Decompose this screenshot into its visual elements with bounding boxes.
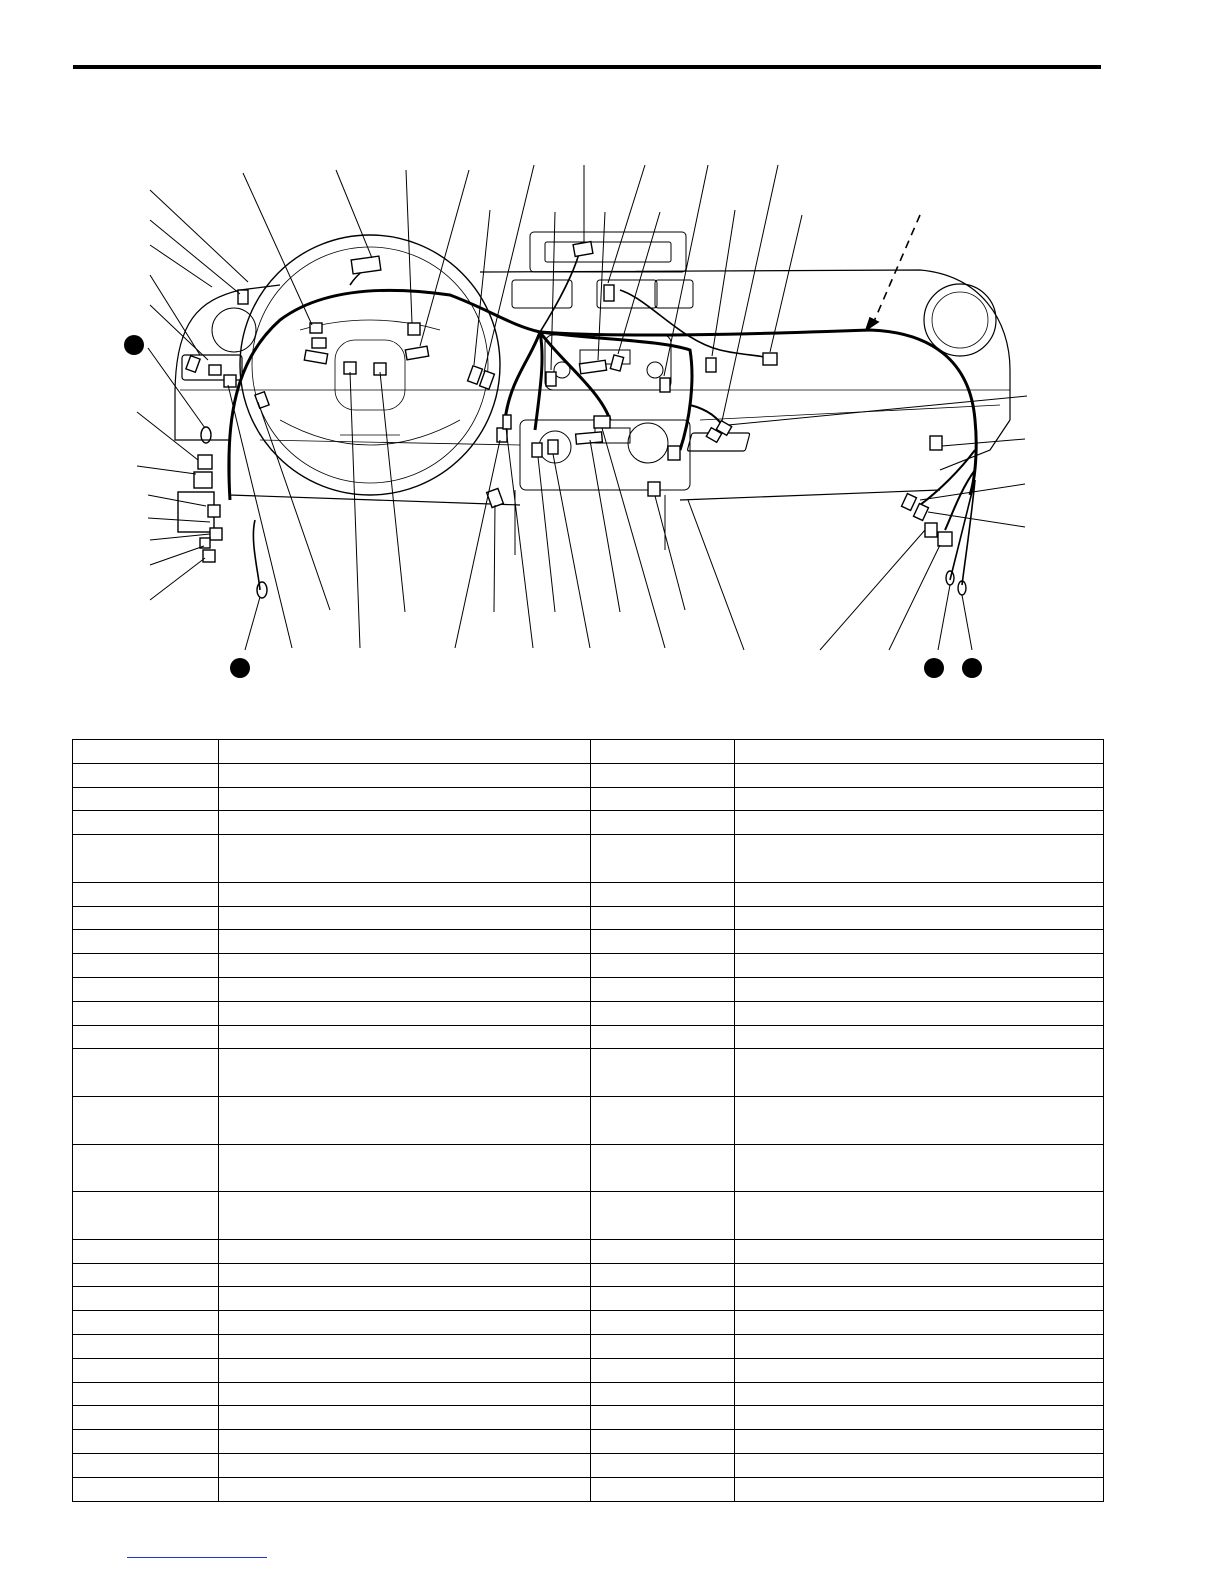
table-row [73, 1334, 1104, 1358]
table-cell [73, 811, 219, 835]
table-cell [219, 811, 591, 835]
table-cell [591, 787, 735, 811]
table-cell [73, 1311, 219, 1335]
table-cell [73, 1477, 219, 1501]
table-cell [591, 1430, 735, 1454]
table-cell [591, 1334, 735, 1358]
table-row [73, 1049, 1104, 1097]
table-cell [219, 1334, 591, 1358]
table-cell [591, 930, 735, 954]
table-cell [591, 1049, 735, 1097]
table-cell [73, 740, 219, 764]
table-cell [591, 1453, 735, 1477]
table-row [73, 1358, 1104, 1382]
table-cell [219, 835, 591, 883]
table-cell [219, 1239, 591, 1263]
table-cell [73, 835, 219, 883]
table-cell [591, 811, 735, 835]
callout-leaders [137, 165, 1027, 650]
table-cell [219, 954, 591, 978]
table-cell [219, 977, 591, 1001]
table-cell [73, 1334, 219, 1358]
table-row [73, 1406, 1104, 1430]
table-row [73, 1453, 1104, 1477]
table-row [73, 1430, 1104, 1454]
table-row [73, 1263, 1104, 1287]
table-cell [591, 1192, 735, 1240]
table-cell [219, 1287, 591, 1311]
table-cell [73, 1239, 219, 1263]
table-cell [73, 1358, 219, 1382]
table-row [73, 1096, 1104, 1144]
ground-terminals [201, 427, 966, 598]
table-cell [73, 906, 219, 930]
table-cell [73, 787, 219, 811]
table-cell [735, 1430, 1104, 1454]
table-cell [591, 1144, 735, 1192]
table-cell [591, 740, 735, 764]
table-cell [219, 740, 591, 764]
table-cell [591, 1239, 735, 1263]
table-cell [591, 954, 735, 978]
table-cell [219, 1049, 591, 1097]
connector-table-body [73, 740, 1104, 1502]
table-cell [73, 1096, 219, 1144]
table-cell [219, 1192, 591, 1240]
dashboard-outline [175, 270, 1010, 505]
table-cell [219, 1144, 591, 1192]
table-cell [219, 1430, 591, 1454]
table-cell [591, 1358, 735, 1382]
table-cell [735, 1025, 1104, 1049]
table-cell [735, 1144, 1104, 1192]
table-row [73, 1025, 1104, 1049]
wiring-harness-diagram [0, 150, 1224, 690]
table-cell [735, 811, 1104, 835]
table-row [73, 835, 1104, 883]
connector-table-wrapper [72, 739, 1103, 1502]
table-cell [73, 1263, 219, 1287]
table-cell [735, 1358, 1104, 1382]
table-cell [219, 1382, 591, 1406]
table-row [73, 811, 1104, 835]
table-cell [735, 787, 1104, 811]
table-cell [735, 1192, 1104, 1240]
table-cell [219, 1025, 591, 1049]
table-cell [591, 1311, 735, 1335]
table-cell [219, 1453, 591, 1477]
table-cell [591, 1025, 735, 1049]
table-cell [735, 1453, 1104, 1477]
table-cell [219, 1311, 591, 1335]
table-cell [735, 740, 1104, 764]
table-cell [735, 977, 1104, 1001]
table-cell [591, 763, 735, 787]
table-cell [219, 882, 591, 906]
table-cell [735, 835, 1104, 883]
table-cell [219, 906, 591, 930]
table-cell [735, 930, 1104, 954]
table-cell [591, 1001, 735, 1025]
table-row [73, 954, 1104, 978]
table-cell [73, 1025, 219, 1049]
table-cell [73, 1382, 219, 1406]
table-cell [591, 835, 735, 883]
table-cell [73, 763, 219, 787]
table-cell [735, 1096, 1104, 1144]
table-cell [73, 954, 219, 978]
table-cell [73, 1144, 219, 1192]
table-cell [735, 1263, 1104, 1287]
table-cell [735, 1477, 1104, 1501]
table-cell [73, 882, 219, 906]
table-cell [591, 977, 735, 1001]
table-cell [219, 1001, 591, 1025]
table-cell [73, 977, 219, 1001]
table-row [73, 930, 1104, 954]
table-cell [735, 1049, 1104, 1097]
table-cell [219, 1358, 591, 1382]
table-cell [735, 1382, 1104, 1406]
table-row [73, 787, 1104, 811]
table-cell [735, 1334, 1104, 1358]
table-row [73, 1192, 1104, 1240]
table-row [73, 1001, 1104, 1025]
table-row [73, 882, 1104, 906]
table-cell [73, 1192, 219, 1240]
footer-link-underline[interactable] [127, 1557, 267, 1558]
table-row [73, 1287, 1104, 1311]
table-cell [73, 1406, 219, 1430]
table-row [73, 1382, 1104, 1406]
table-cell [73, 930, 219, 954]
table-row [73, 763, 1104, 787]
table-cell [591, 1287, 735, 1311]
table-cell [735, 1239, 1104, 1263]
steering-wheel [240, 235, 500, 495]
table-row [73, 1239, 1104, 1263]
table-row [73, 1144, 1104, 1192]
table-cell [73, 1001, 219, 1025]
table-cell [591, 882, 735, 906]
table-cell [219, 763, 591, 787]
table-cell [73, 1430, 219, 1454]
table-row [73, 977, 1104, 1001]
table-row [73, 906, 1104, 930]
table-cell [219, 1477, 591, 1501]
table-cell [219, 1263, 591, 1287]
table-cell [735, 882, 1104, 906]
table-cell [219, 1096, 591, 1144]
table-cell [219, 787, 591, 811]
table-cell [219, 1406, 591, 1430]
table-cell [735, 906, 1104, 930]
table-row [73, 1311, 1104, 1335]
table-cell [735, 954, 1104, 978]
table-cell [735, 1311, 1104, 1335]
table-row [73, 740, 1104, 764]
table-cell [591, 1406, 735, 1430]
connector-table [72, 739, 1104, 1502]
table-cell [73, 1287, 219, 1311]
view-direction-arrow [866, 215, 920, 330]
table-cell [735, 1287, 1104, 1311]
header-rule [73, 65, 1101, 69]
table-cell [219, 930, 591, 954]
table-row [73, 1477, 1104, 1501]
table-cell [73, 1049, 219, 1097]
table-cell [735, 1001, 1104, 1025]
table-cell [591, 1477, 735, 1501]
table-cell [73, 1453, 219, 1477]
table-cell [591, 906, 735, 930]
table-cell [591, 1382, 735, 1406]
table-cell [735, 1406, 1104, 1430]
table-cell [591, 1096, 735, 1144]
table-cell [591, 1263, 735, 1287]
table-cell [735, 763, 1104, 787]
